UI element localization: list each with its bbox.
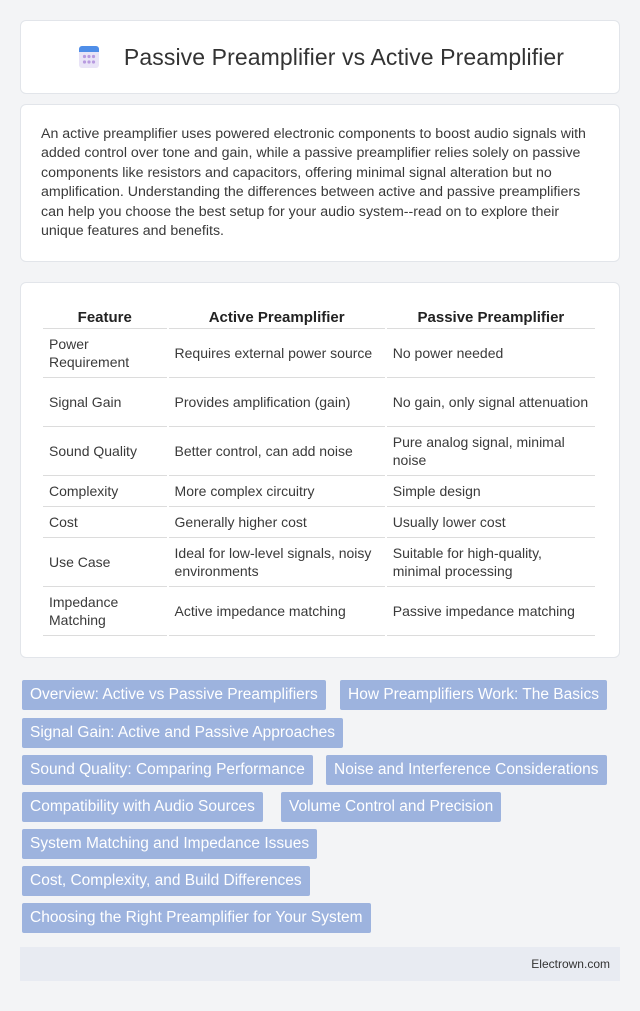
table-cell: Suitable for high-quality, minimal processing (387, 538, 595, 587)
topic-tag-noise-interference[interactable]: Noise and Interference Considerations (326, 755, 607, 785)
table-cell: Cost (43, 507, 167, 538)
topic-tag-choosing[interactable]: Choosing the Right Preamplifier for Your System (22, 903, 371, 933)
table-row (43, 329, 595, 378)
table-cell: Use Case (43, 538, 167, 587)
table-cell: Requires external power source (169, 329, 385, 378)
topic-tag-compatibility[interactable]: Compatibility with Audio Sources (22, 792, 263, 822)
topic-tag-sound-quality[interactable]: Sound Quality: Comparing Performance (22, 755, 313, 785)
table-cell: Better control, can add noise (169, 427, 385, 476)
page-footer (20, 947, 620, 981)
table-cell: Usually lower cost (387, 507, 595, 538)
page-header (20, 20, 620, 94)
table-header-row (43, 305, 595, 329)
table-row (43, 476, 595, 507)
table-row (43, 538, 595, 587)
topic-tag-volume-control[interactable]: Volume Control and Precision (281, 792, 501, 822)
table-cell: Sound Quality (43, 427, 167, 476)
comparison-table-card (20, 282, 620, 658)
topic-tag-cost-complexity[interactable]: Cost, Complexity, and Build Differences (22, 866, 310, 896)
table-cell: More complex circuitry (169, 476, 385, 507)
topic-tag-signal-gain[interactable]: Signal Gain: Active and Passive Approaches (22, 718, 343, 748)
table-cell: Complexity (43, 476, 167, 507)
table-cell: Provides amplification (gain) (169, 378, 385, 427)
table-cell: Ideal for low-level signals, noisy environments (169, 538, 385, 587)
table-cell: Impedance Matching (43, 587, 167, 636)
topic-tag-system-matching[interactable]: System Matching and Impedance Issues (22, 829, 317, 859)
table-cell: No power needed (387, 329, 595, 378)
table-cell: Power Requirement (43, 329, 167, 378)
document-icon (76, 44, 102, 70)
table-cell: Pure analog signal, minimal noise (387, 427, 595, 476)
table-cell: No gain, only signal attenuation (387, 378, 595, 427)
table-row (43, 507, 595, 538)
topic-tag-overview[interactable]: Overview: Active vs Passive Preamplifiers (22, 680, 326, 710)
intro-section (20, 104, 620, 262)
table-row (43, 427, 595, 476)
table-cell: Passive impedance matching (387, 587, 595, 636)
table-row (43, 378, 595, 427)
table-row (43, 587, 595, 636)
table-cell: Active impedance matching (169, 587, 385, 636)
header-active: Active Preamplifier (169, 305, 385, 329)
table-cell: Simple design (387, 476, 595, 507)
topic-tag-how-preamps-work[interactable]: How Preamplifiers Work: The Basics (340, 680, 607, 710)
page-title: Passive Preamplifier vs Active Preamplifier (123, 43, 565, 70)
table-cell: Generally higher cost (169, 507, 385, 538)
header-feature: Feature (43, 305, 167, 329)
comparison-table (41, 305, 597, 636)
intro-text: An active preamplifier uses powered electronic components to boost audio signals with added control over tone and gain, while a passive preamplifier relies solely on passive components like resistors and capacitors, offering minimal signal alteration but no amplification. Understanding the differences between active and passive preamplifiers can help you choose the best setup for your audio system--read on to explore their unique features and benefits. (41, 126, 586, 240)
footer-brand: Electrown.com (531, 957, 610, 971)
table-cell: Signal Gain (43, 378, 167, 427)
header-passive: Passive Preamplifier (387, 305, 595, 329)
